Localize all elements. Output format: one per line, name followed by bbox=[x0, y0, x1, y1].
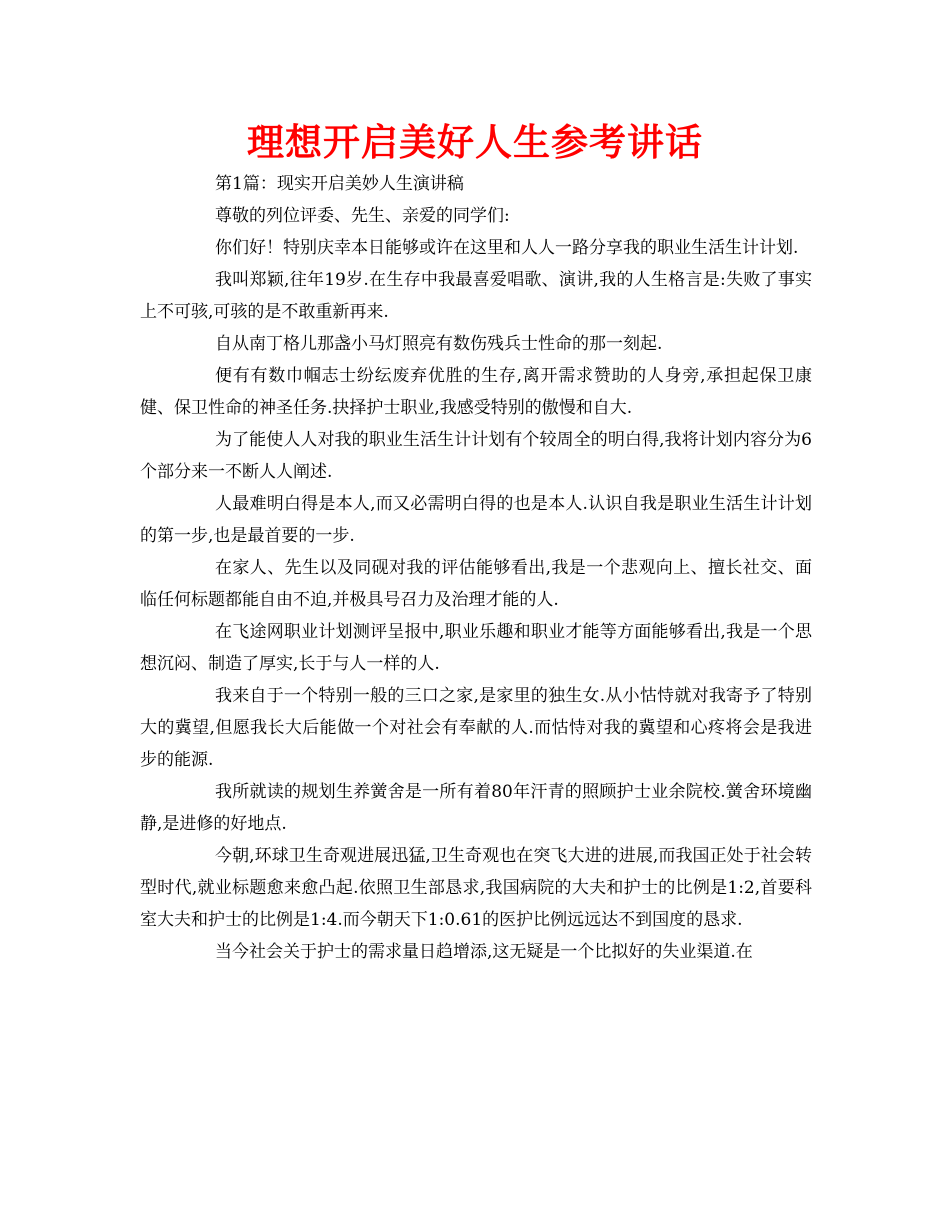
paragraph: 我所就读的规划生养黉舍是一所有着80年汗青的照顾护士业余院校.黉舍环境幽静,是进修的好地点. bbox=[140, 782, 812, 834]
paragraph: 我来自于一个特别一般的三口之家,是家里的独生女.从小怙恃就对我寄予了特别大的冀望,但愿我长大后能做一个对社会有奉献的人.而怙恃对我的冀望和心疼将会是我进步的能源. bbox=[140, 686, 812, 770]
document-body bbox=[140, 168, 812, 968]
paragraph: 为了能使人人对我的职业生活生计计划有个较周全的明白得,我将计划内容分为6个部分来一不断人人阐述. bbox=[140, 430, 812, 482]
paragraph: 自从南丁格儿那盏小马灯照亮有数伤残兵士性命的那一刻起. bbox=[215, 334, 663, 354]
paragraph: 你们好！特别庆幸本日能够或许在这里和人人一路分享我的职业生活生计计划. bbox=[215, 238, 799, 258]
paragraph: 在家人、先生以及同砚对我的评估能够看出,我是一个悲观向上、擅长社交、面临任何标题都能自由不迫,并极具号召力及治理才能的人. bbox=[140, 558, 812, 610]
paragraph: 尊敬的列位评委、先生、亲爱的同学们: bbox=[215, 206, 510, 226]
paragraph: 人最难明白得是本人,而又必需明白得的也是本人.认识自我是职业生活生计计划的第一步,也是最首要的一步. bbox=[140, 494, 812, 546]
paragraph: 第1篇：现实开启美妙人生演讲稿 bbox=[215, 174, 464, 194]
paragraph: 便有有数巾帼志士纷纭废弃优胜的生存,离开需求赞助的人身旁,承担起保卫康健、保卫性命的神圣任务.抉择护士职业,我感受特别的傲慢和自大. bbox=[140, 366, 812, 418]
paragraph: 在飞途网职业计划测评呈报中,职业乐趣和职业才能等方面能够看出,我是一个思想沉闷、制造了厚实,长于与人一样的人. bbox=[140, 622, 812, 674]
paragraph: 当今社会关于护士的需求量日趋增添,这无疑是一个比拟好的失业渠道.在 bbox=[215, 942, 753, 962]
document-title: 理想开启美好人生参考讲话 bbox=[247, 121, 703, 164]
paragraph: 今朝,环球卫生奇观进展迅猛,卫生奇观也在突飞大进的进展,而我国正处于社会转型时代,就业标题愈来愈凸起.依照卫生部恳求,我国病院的大夫和护士的比例是1:2,首要科室大夫和护士的比例是1:4.而今朝天下1:0.61的医护比例远远达不到国度的恳求. bbox=[140, 846, 812, 930]
paragraph: 我叫郑颖,往年19岁.在生存中我最喜爱唱歌、演讲,我的人生格言是:失败了事实上不可骇,可骇的是不敢重新再来. bbox=[140, 270, 812, 322]
